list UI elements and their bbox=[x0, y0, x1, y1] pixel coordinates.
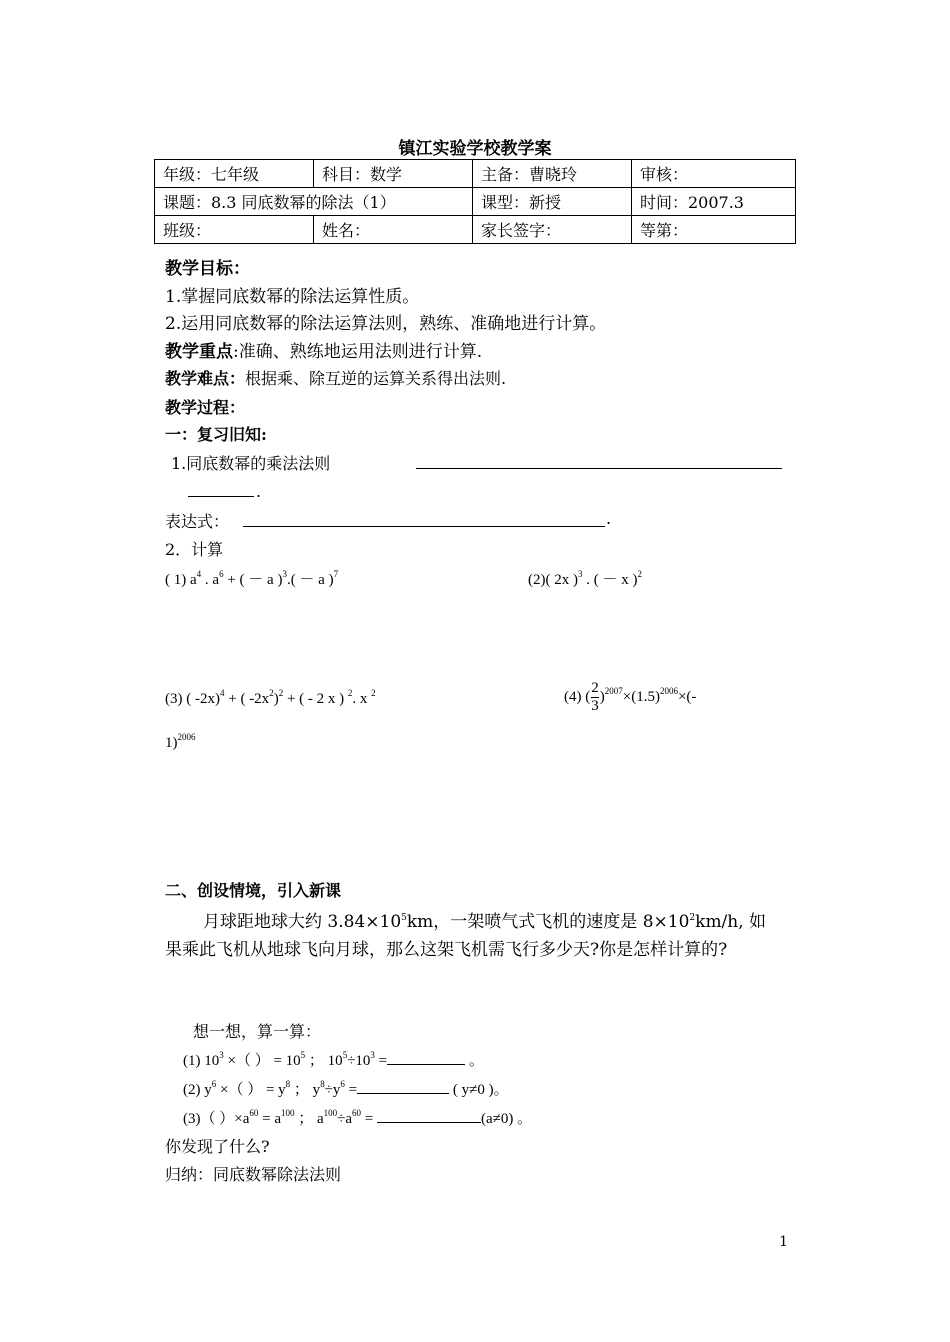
period: . bbox=[256, 482, 262, 501]
info-table bbox=[154, 159, 796, 244]
period: . bbox=[606, 509, 612, 528]
table-row bbox=[155, 216, 796, 244]
answer-blank[interactable] bbox=[387, 1052, 465, 1065]
problem-2: (2)( 2x )$^3$ . ( － x )$^2$ bbox=[528, 569, 642, 588]
problem-4: (4) ( $\frac{2}{3}$ )$^{2007}\times(1.5)^{2006}\times(-$ bbox=[564, 680, 697, 714]
answer-blank[interactable] bbox=[377, 1110, 481, 1123]
exercise-2: (2) $y^6$ ×（ ） = $y^8$ ； $y^8\div y^6$ = ( y≠0 )。 bbox=[183, 1079, 509, 1098]
problem-4-wrap: 1)$^{2006}$ bbox=[165, 732, 196, 751]
summary-label: 归纳：同底数幂除法法则 bbox=[165, 1165, 342, 1184]
page-title: 镇江实验学校教学案 bbox=[398, 139, 552, 159]
reviewer-cell: 审核： bbox=[632, 160, 796, 188]
page-number: 1 bbox=[779, 1234, 788, 1250]
review-heading: 一：复习旧知: bbox=[165, 425, 267, 444]
problem-3: (3) ( -2x)$^4$ + ( $-2x^2)^2$ + ( - 2 x ) $^2$. x $^2$ bbox=[165, 688, 376, 707]
rank-cell: 等第： bbox=[632, 216, 796, 244]
grade-cell: 年级：七年级 bbox=[155, 160, 314, 188]
intro-heading: 二、创设情境，引入新课 bbox=[165, 881, 342, 900]
time-cell: 时间：2007.3 bbox=[632, 188, 796, 216]
exercise-1: (1) $10^3$ ×（ ） = $10^5$ ； $10^5\div 10^3$ = 。 bbox=[183, 1050, 484, 1069]
answer-blank[interactable] bbox=[357, 1081, 449, 1094]
table-row bbox=[155, 188, 796, 216]
goal-item: 1.掌握同底数幂的除法运算性质。 bbox=[165, 287, 420, 307]
review-item-1: 1.同底数幂的乘法法则 bbox=[171, 454, 331, 473]
difficulty-label: 教学难点： bbox=[165, 369, 246, 388]
difficulty-text: 根据乘、除互逆的运算关系得出法则. bbox=[245, 369, 507, 388]
key-point-text: :准确、熟练地运用法则进行计算. bbox=[233, 342, 483, 362]
difficulty-point bbox=[165, 366, 506, 389]
goal-item: 2.运用同底数幂的除法运算法则，熟练、准确地进行计算。 bbox=[165, 314, 607, 334]
subject-cell: 科目：数学 bbox=[314, 160, 473, 188]
key-point bbox=[165, 337, 482, 362]
found-question: 你发现了什么? bbox=[165, 1137, 270, 1156]
problem-1: ( 1) $a^4$ . $a^6$ + ( － a )$^3$.( － a )$^7$ bbox=[165, 569, 339, 588]
calc-label: 2．计算 bbox=[165, 540, 224, 559]
process-heading: 教学过程： bbox=[165, 398, 246, 417]
class-cell: 班级： bbox=[155, 216, 314, 244]
fraction: $\frac{2}{3}$ bbox=[591, 680, 599, 714]
key-point-label: 教学重点 bbox=[165, 342, 233, 362]
answer-blank[interactable] bbox=[243, 512, 605, 527]
table-row bbox=[155, 160, 796, 188]
parent-signature-cell: 家长签字： bbox=[473, 216, 632, 244]
lesson-type-cell: 课型：新授 bbox=[473, 188, 632, 216]
name-cell: 姓名： bbox=[314, 216, 473, 244]
goals-heading: 教学目标： bbox=[165, 259, 250, 279]
intro-paragraph-cont: 果乘此飞机从地球飞向月球，那么这架飞机需飞行多少天?你是怎样计算的? bbox=[165, 940, 728, 960]
intro-paragraph: 月球距地球大约 $3.84\times 10^5km$，一架喷气式飞机的速度是 $8\times 10^2km/h$, 如 bbox=[203, 912, 767, 932]
topic-cell: 课题：8.3 同底数幂的除法（1） bbox=[155, 188, 473, 216]
exercise-3: (3)（ ）$\times a^{60} = a^{100}$ ； $a^{100}\div a^{60} = (a\ne 0)$ 。 bbox=[183, 1108, 533, 1127]
expression-label: 表达式： bbox=[165, 512, 230, 531]
answer-blank[interactable] bbox=[188, 482, 254, 497]
preparer-cell: 主备：曹晓玲 bbox=[473, 160, 632, 188]
think-title: 想一想，算一算： bbox=[193, 1022, 322, 1041]
answer-blank[interactable] bbox=[416, 454, 782, 469]
